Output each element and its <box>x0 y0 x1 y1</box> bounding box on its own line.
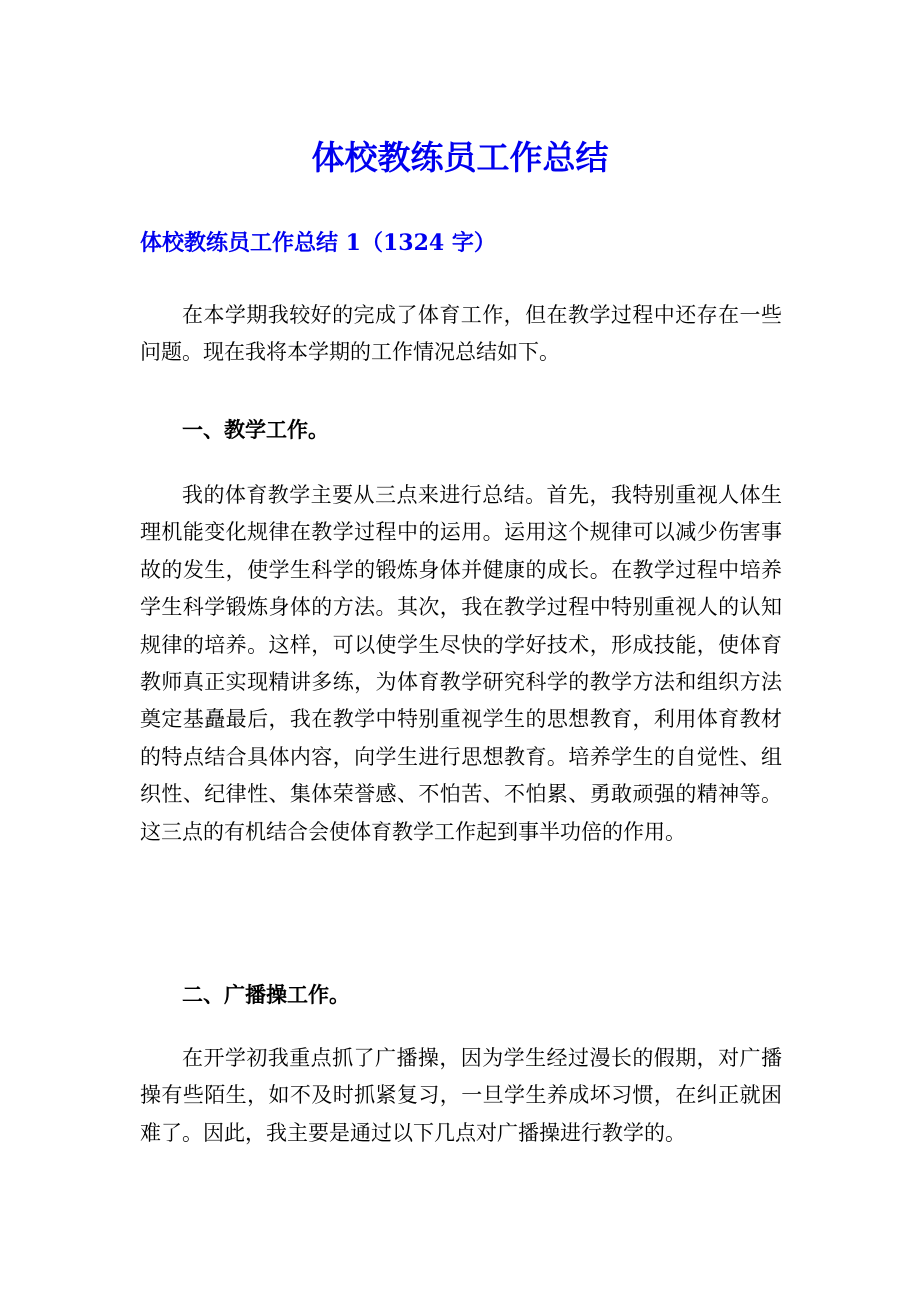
document-title: 体校教练员工作总结 <box>311 138 609 177</box>
teaching-paragraph: 我的体育教学主要从三点来进行总结。首先，我特别重视人体生理机能变化规律在教学过程中的运用。运用这个规律可以减少伤害事故的发生，使学生科学的锻炼身体并健康的成长。在教学过程中培养学生科学锻炼身体的方法。其次，我在教学过程中特别重视人的认知规律的培养。这样，可以使学生尽快的学好技术，形成技能，使体育教师真正实现精讲多练，为体育教学研究科学的教学方法和组织方法奠定基矗最后，我在教学中特别重视学生的思想教育，利用体育教材的特点结合具体内容，向学生进行思想教育。培养学生的自觉性、组织性、纪律性、集体荣誉感、不怕苦、不怕累、勇敢顽强的精神等。这三点的有机结合会使体育教学工作起到事半功倍的作用。 <box>140 483 782 844</box>
section-heading-broadcast-exercise: 二、广播操工作。 <box>182 982 350 1007</box>
document-subtitle: 体校教练员工作总结 1（1324 字） <box>140 230 496 256</box>
section-heading-teaching: 一、教学工作。 <box>182 417 329 442</box>
broadcast-exercise-paragraph: 在开学初我重点抓了广播操，因为学生经过漫长的假期，对广播操有些陌生，如不及时抓紧复习，一旦学生养成坏习惯，在纠正就困难了。因此，我主要是通过以下几点对广播操进行教学的。 <box>140 1046 782 1145</box>
intro-paragraph: 在本学期我较好的完成了体育工作，但在教学过程中还存在一些问题。现在我将本学期的工作情况总结如下。 <box>140 303 782 365</box>
